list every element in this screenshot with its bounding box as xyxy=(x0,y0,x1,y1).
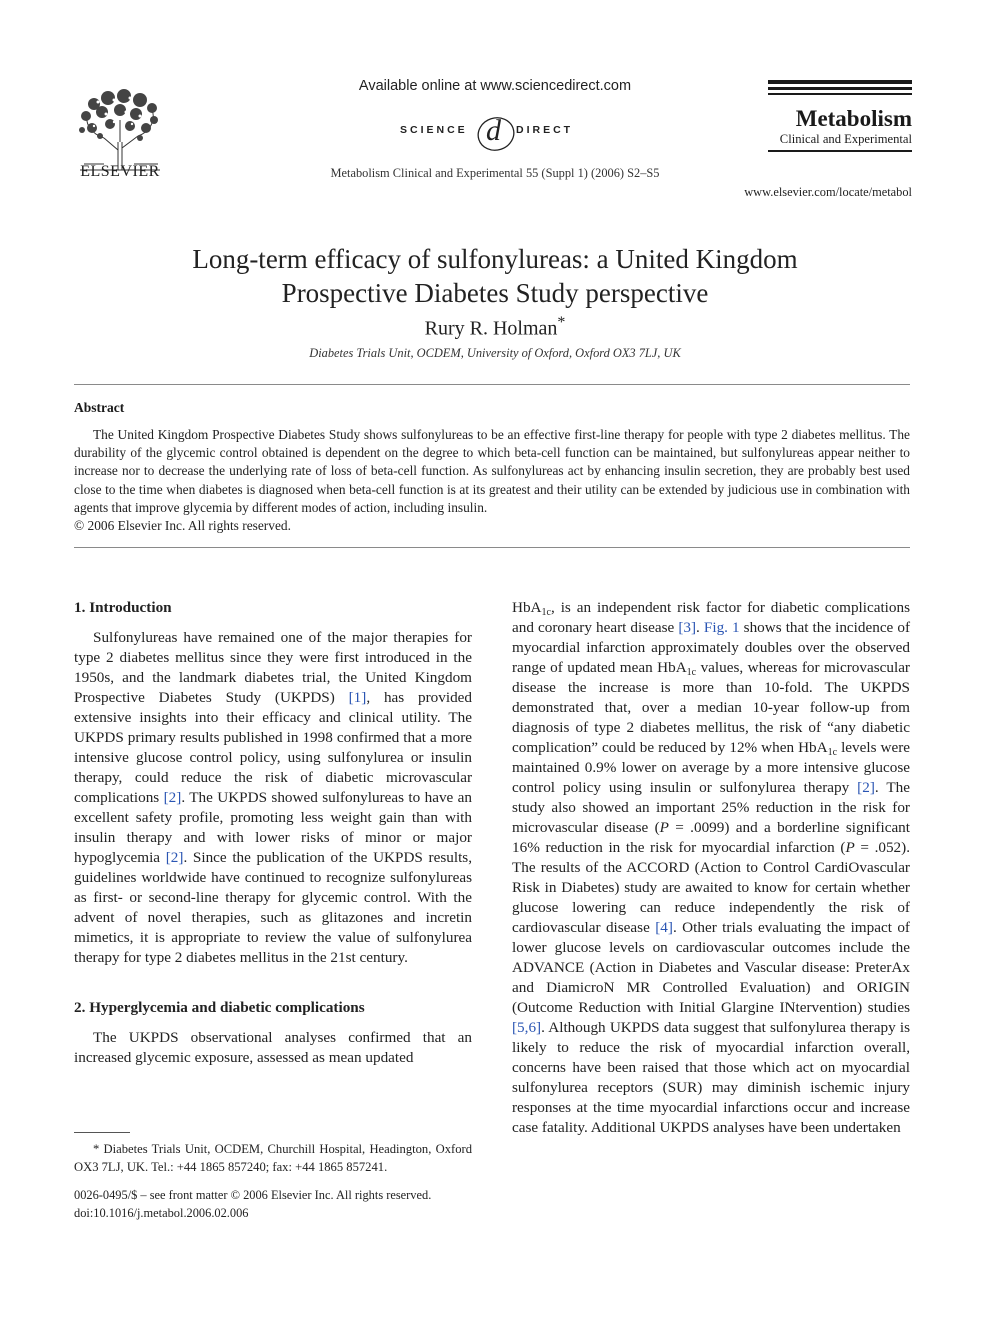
text-run: . Although UKPDS data suggest that sulfonylurea therapy is likely to reduce the risk of myocardial infarction overall, concerns have been raised that those which act on myocardial sulfonylurea receptors (SUR) may diminish ischemic injury responses at the time myocardial infarctions occur and increase case fatality. Additional UKPDS analyses have been undertaken xyxy=(512,1019,910,1136)
figure-1-link[interactable]: Fig. 1 xyxy=(703,619,740,636)
section-1-paragraph xyxy=(74,628,472,968)
text-run: . Other trials evaluating the impact of lower glucose levels on cardiovascular outcomes include the ADVANCE (Action in Diabetes and Vascular disease: PreterAx and DiamicroN MR Controlled Evaluation) and ORIGIN (Outcome Reduction with Initial Glargine INtervention) studies xyxy=(512,919,910,1016)
section-2-paragraph-start: The UKPDS observational analyses confirmed that an increased glycemic exposure, assessed as mean updated xyxy=(74,1029,472,1066)
author-affiliation: Diabetes Trials Unit, OCDEM, University of Oxford, Oxford OX3 7LJ, UK xyxy=(309,346,681,360)
citation-link-2c[interactable]: [2] xyxy=(857,779,875,796)
article-title xyxy=(80,242,910,310)
divider-top xyxy=(74,384,910,385)
p-value-symbol: P xyxy=(659,819,669,836)
publisher-name: ELSEVIER xyxy=(80,163,160,180)
text-run: HbA xyxy=(657,659,687,676)
citation-link-1[interactable]: [1] xyxy=(348,689,367,706)
author-footnote xyxy=(74,1141,472,1176)
sciencedirect-left-word: SCIENCE xyxy=(400,124,468,136)
subscript: 1c xyxy=(541,607,551,618)
section-1-heading: 1. Introduction xyxy=(74,599,172,616)
journal-underline-rule xyxy=(768,150,912,152)
text-run: HbA xyxy=(512,599,542,616)
divider-bottom xyxy=(74,547,910,548)
citation-link-2[interactable]: [2] xyxy=(163,789,182,806)
section-2-heading: 2. Hyperglycemia and diabetic complications xyxy=(74,999,365,1016)
p-value-symbol: P xyxy=(845,839,855,856)
journal-url[interactable]: www.elsevier.com/locate/metabol xyxy=(744,185,912,199)
footnote-text: * Diabetes Trials Unit, OCDEM, Churchill Hospital, Headington, Oxford OX3 7LJ, UK. Tel.: +44 1865 857240; fax: +44 1865 857241. xyxy=(74,1142,472,1174)
article-title-line-2: Prospective Diabetes Study perspective xyxy=(281,278,709,308)
text-run: . The UKPDS showed sulfonylureas to have an excellent safety profile, promoting less weight gain than with insulin therapy and with lower risks of minor or major hypoglycemia xyxy=(74,789,472,866)
sciencedirect-right-word: DIRECT xyxy=(516,124,574,136)
imprint-doi[interactable]: doi:10.1016/j.metabol.2006.02.006 xyxy=(74,1205,249,1220)
journal-header-rules xyxy=(768,80,912,98)
text-run: = .052). The results of the ACCORD (Action to Control CardiOvascular Risk in Diabetes) study are awaited to know for certain whether glucose lowering can reduce independently the risk of cardiovascular disease xyxy=(512,839,910,936)
subscript: 1c xyxy=(686,667,697,678)
sciencedirect-d-mark-letter: d xyxy=(486,114,501,147)
text-run: , is an independent risk factor for diabetic complications and coronary heart disease xyxy=(512,599,910,636)
citation-link-3[interactable]: [3] xyxy=(678,619,697,636)
abstract-heading: Abstract xyxy=(74,400,125,415)
author-line xyxy=(80,314,910,341)
citation-link-4[interactable]: [4] xyxy=(655,919,673,936)
journal-subtitle: Clinical and Experimental xyxy=(779,132,912,146)
citation-link-5-6[interactable]: [5,6] xyxy=(512,1019,542,1036)
text-run: = .0099) and a borderline significant 16% reduction in the risk for myocardial infarction ( xyxy=(512,819,910,856)
citation-link-2b[interactable]: [2] xyxy=(165,849,184,866)
text-run: values, whereas for microvascular disease the increase is more than 10-fold. The UKPDS demonstrated that, over a median 10-year follow-up from diagnosis of type 2 diabetes mellitus, the risk of “any diabetic complication” could be reduced by 12% when xyxy=(512,659,910,756)
right-column xyxy=(512,598,910,1138)
hba1c-term xyxy=(798,739,837,756)
author-footnote-mark[interactable]: * xyxy=(557,314,566,331)
text-run: shows that the incidence of myocardial infarction approximately doubles over the observed range of updated mean xyxy=(512,619,911,676)
available-online-text: Available online at www.sciencedirect.com xyxy=(358,78,632,94)
text-run: . Since the publication of the UKPDS results, guidelines worldwide have continued to recognize sulfonylureas as first- or second-line therapy for glycemic control. With the advent of novel therapies, such as glitazones and incretin mimetics, it is appropriate to review the value of sulfonylurea therapy for type 2 diabetes mellitus in the 21st century. xyxy=(74,849,473,966)
imprint xyxy=(74,1187,494,1222)
sciencedirect-logo xyxy=(400,112,590,154)
text-run: levels were maintained 0.9% lower on average by a more intensive glucose control policy using insulin or sulfonylurea therapy xyxy=(512,739,911,796)
journal-name: Metabolism xyxy=(795,106,912,131)
abstract-copyright: © 2006 Elsevier Inc. All rights reserved. xyxy=(74,518,291,534)
abstract-text: The United Kingdom Prospective Diabetes Study shows sulfonylureas to be an effective first-line therapy for people with type 2 diabetes mellitus. The durability of the glycemic control obtained is dependent on the degree to which beta-cell function can be maintained, but sulfonylureas appear neither to increase nor to decrease the underlying rate of loss of beta-cell function. As sulfonylureas act by enhancing insulin secretion, they are probably best used close to the time when diabetes is diagnosed when beta-cell function is at its greatest and their utility can be extended by judicious use in combination with agents that improve glycemia by different modes of action, including insulin. xyxy=(74,427,910,515)
text-run: Sulfonylureas have remained one of the major therapies for type 2 diabetes mellitus since they were first introduced in the 1950s, and the landmark diabetes trial, the United Kingdom Prospective Diabetes Study (UKPDS) xyxy=(74,629,472,706)
author-name: Rury R. Holman xyxy=(424,317,558,340)
left-column xyxy=(74,598,472,1068)
article-title-line-1: Long-term efficacy of sulfonylureas: a United Kingdom xyxy=(192,244,798,274)
text-run: . xyxy=(696,619,704,636)
section-2-paragraph-continued xyxy=(512,598,910,1138)
journal-citation: Metabolism Clinical and Experimental 55 (Suppl 1) (2006) S2–S5 xyxy=(330,166,660,180)
imprint-issn: 0026-0495/$ – see front matter © 2006 Elsevier Inc. All rights reserved. xyxy=(74,1188,432,1202)
text-run: . The study also showed an important 25% reduction in the risk for microvascular disease ( xyxy=(512,779,910,836)
text-run: HbA xyxy=(798,739,828,756)
subscript: 1c xyxy=(827,747,838,758)
abstract-body xyxy=(74,426,910,535)
hba1c-term xyxy=(512,599,551,616)
text-run: , has provided extensive insights into their efficacy and clinical utility. The UKPDS primary results published in 1998 confirmed that a more intensive glucose control policy, using sulfonylurea or insulin therapy, could reduce the risk of diabetic microvascular complications xyxy=(74,689,473,806)
footnote-rule xyxy=(74,1132,130,1133)
hba1c-term xyxy=(657,659,696,676)
